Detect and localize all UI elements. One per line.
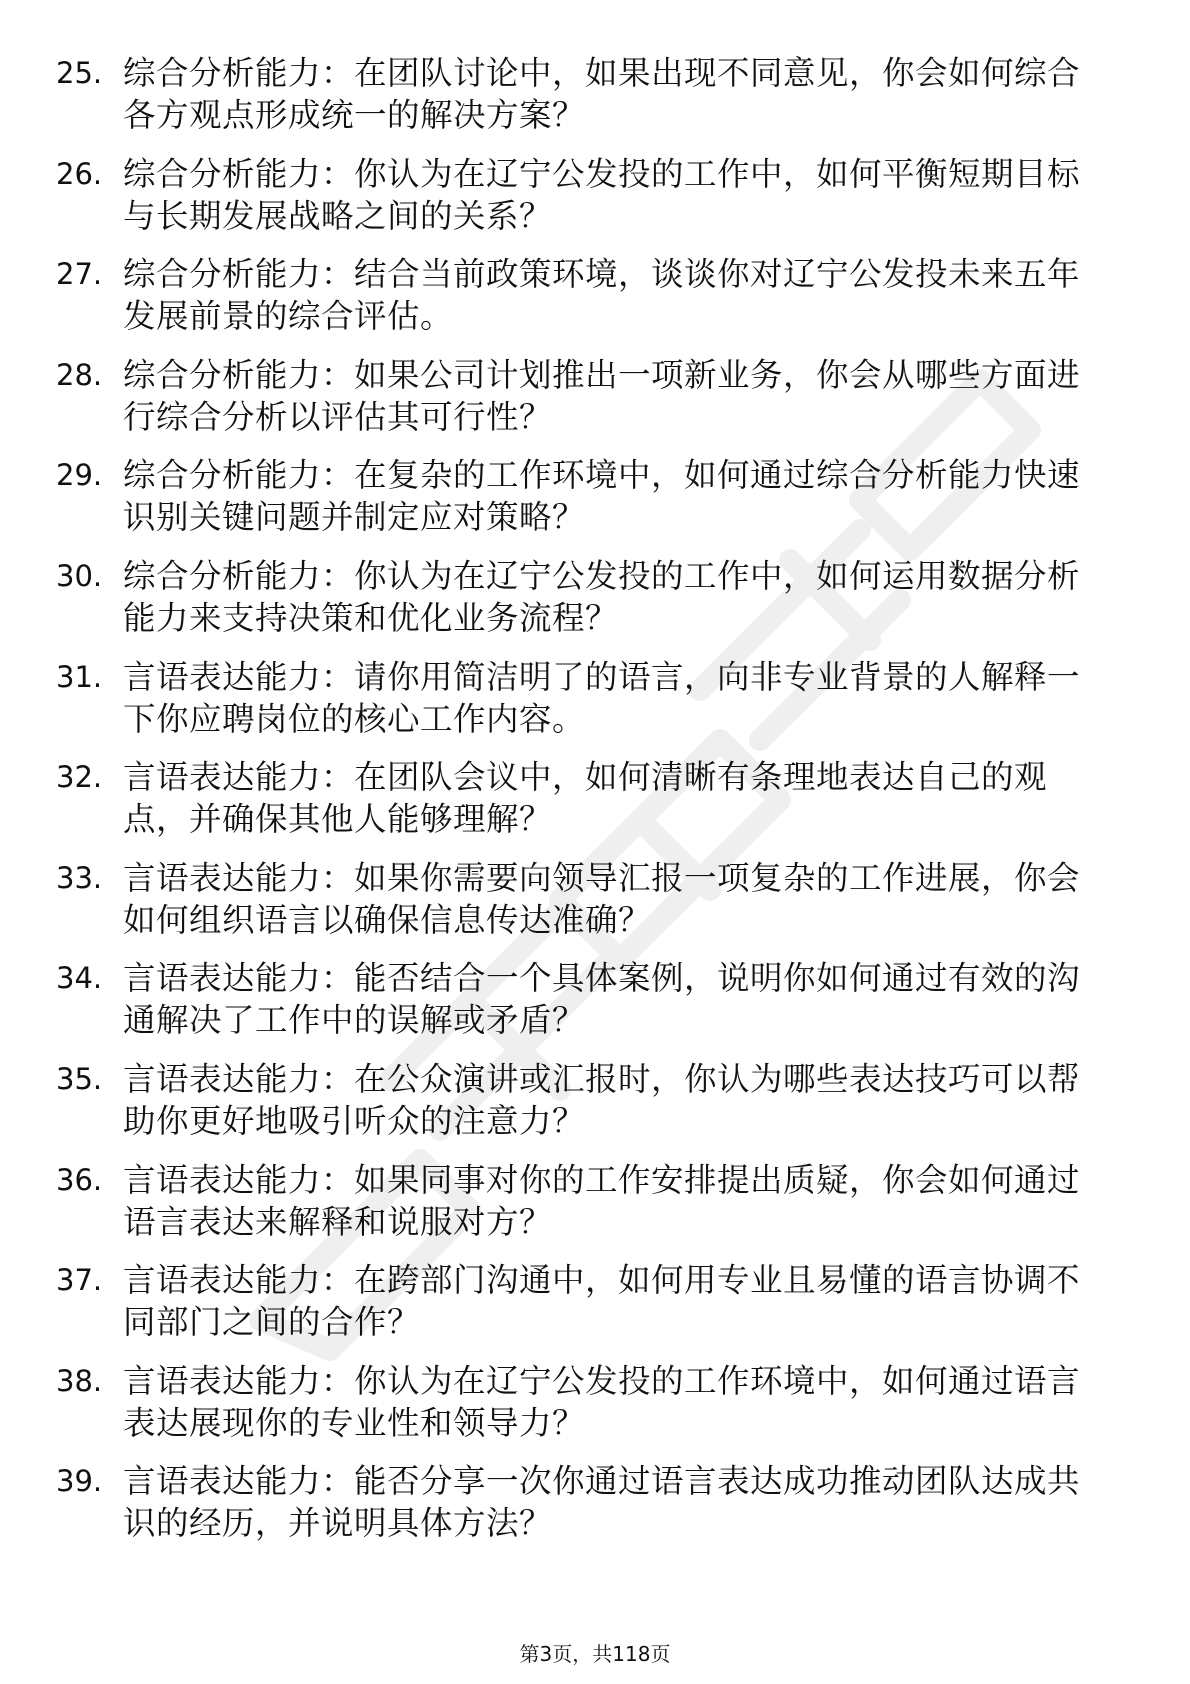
question-number: 30. (56, 558, 103, 593)
question-number: 32. (56, 760, 103, 795)
question-text: 综合分析能力：在团队讨论中，如果出现不同意见，你会如何综合各方观点形成统一的解决方案？ (123, 54, 1081, 134)
question-number: 39. (56, 1464, 103, 1499)
question-number: 27. (56, 257, 103, 292)
question-text: 言语表达能力：能否结合一个具体案例，说明你如何通过有效的沟通解决了工作中的误解或矛盾？ (123, 959, 1081, 1040)
question-number: 31. (56, 659, 103, 694)
question-item (0, 1460, 1190, 1561)
question-item (0, 52, 1190, 153)
question-text: 言语表达能力：你认为在辽宁公发投的工作环境中，如何通过语言表达展现你的专业性和领导力？ (123, 1361, 1081, 1442)
question-item (0, 1259, 1190, 1360)
question-item (0, 857, 1190, 958)
question-item (0, 1159, 1190, 1260)
question-text: 综合分析能力：你认为在辽宁公发投的工作中，如何运用数据分析能力来支持决策和优化业务流程？ (123, 556, 1081, 637)
question-item (0, 153, 1190, 254)
question-item (0, 1058, 1190, 1159)
question-number: 34. (56, 961, 103, 996)
question-number: 38. (56, 1363, 103, 1398)
question-number: 25. (56, 56, 103, 90)
question-text: 言语表达能力：能否分享一次你通过语言表达成功推动团队达成共识的经历，并说明具体方法？ (123, 1462, 1081, 1543)
question-number: 26. (56, 156, 103, 191)
question-item (0, 1360, 1190, 1461)
question-number: 36. (56, 1162, 103, 1197)
question-item (0, 555, 1190, 656)
question-text: 言语表达能力：如果同事对你的工作安排提出质疑，你会如何通过语言表达来解释和说服对方？ (123, 1160, 1081, 1241)
question-number: 35. (56, 1061, 103, 1096)
question-item (0, 756, 1190, 857)
page-footer: 第3页，共118页 (519, 1642, 671, 1666)
question-text: 言语表达能力：如果你需要向领导汇报一项复杂的工作进展，你会如何组织语言以确保信息传达准确？ (123, 858, 1081, 939)
question-number: 29. (56, 458, 103, 493)
question-item (0, 253, 1190, 354)
question-text: 言语表达能力：在跨部门沟通中，如何用专业且易懂的语言协调不同部门之间的合作？ (123, 1261, 1081, 1342)
question-item (0, 454, 1190, 555)
question-list (0, 52, 1190, 1561)
question-number: 28. (56, 357, 103, 392)
question-text: 综合分析能力：如果公司计划推出一项新业务，你会从哪些方面进行综合分析以评估其可行性？ (123, 355, 1081, 436)
question-item (0, 354, 1190, 455)
question-text: 综合分析能力：在复杂的工作环境中，如何通过综合分析能力快速识别关键问题并制定应对策略？ (123, 456, 1081, 537)
question-item (0, 656, 1190, 757)
question-text: 综合分析能力：你认为在辽宁公发投的工作中，如何平衡短期目标与长期发展战略之间的关系？ (123, 154, 1081, 235)
question-number: 37. (56, 1263, 103, 1298)
question-item (0, 957, 1190, 1058)
question-text: 言语表达能力：在团队会议中，如何清晰有条理地表达自己的观点，并确保其他人能够理解？ (123, 758, 1048, 839)
question-text: 言语表达能力：请你用简洁明了的语言，向非专业背景的人解释一下你应聘岗位的核心工作内容。 (123, 657, 1081, 738)
question-text: 言语表达能力：在公众演讲或汇报时，你认为哪些表达技巧可以帮助你更好地吸引听众的注意力？ (123, 1059, 1081, 1140)
question-text: 综合分析能力：结合当前政策环境，谈谈你对辽宁公发投未来五年发展前景的综合评估。 (123, 255, 1081, 336)
question-number: 33. (56, 860, 103, 895)
